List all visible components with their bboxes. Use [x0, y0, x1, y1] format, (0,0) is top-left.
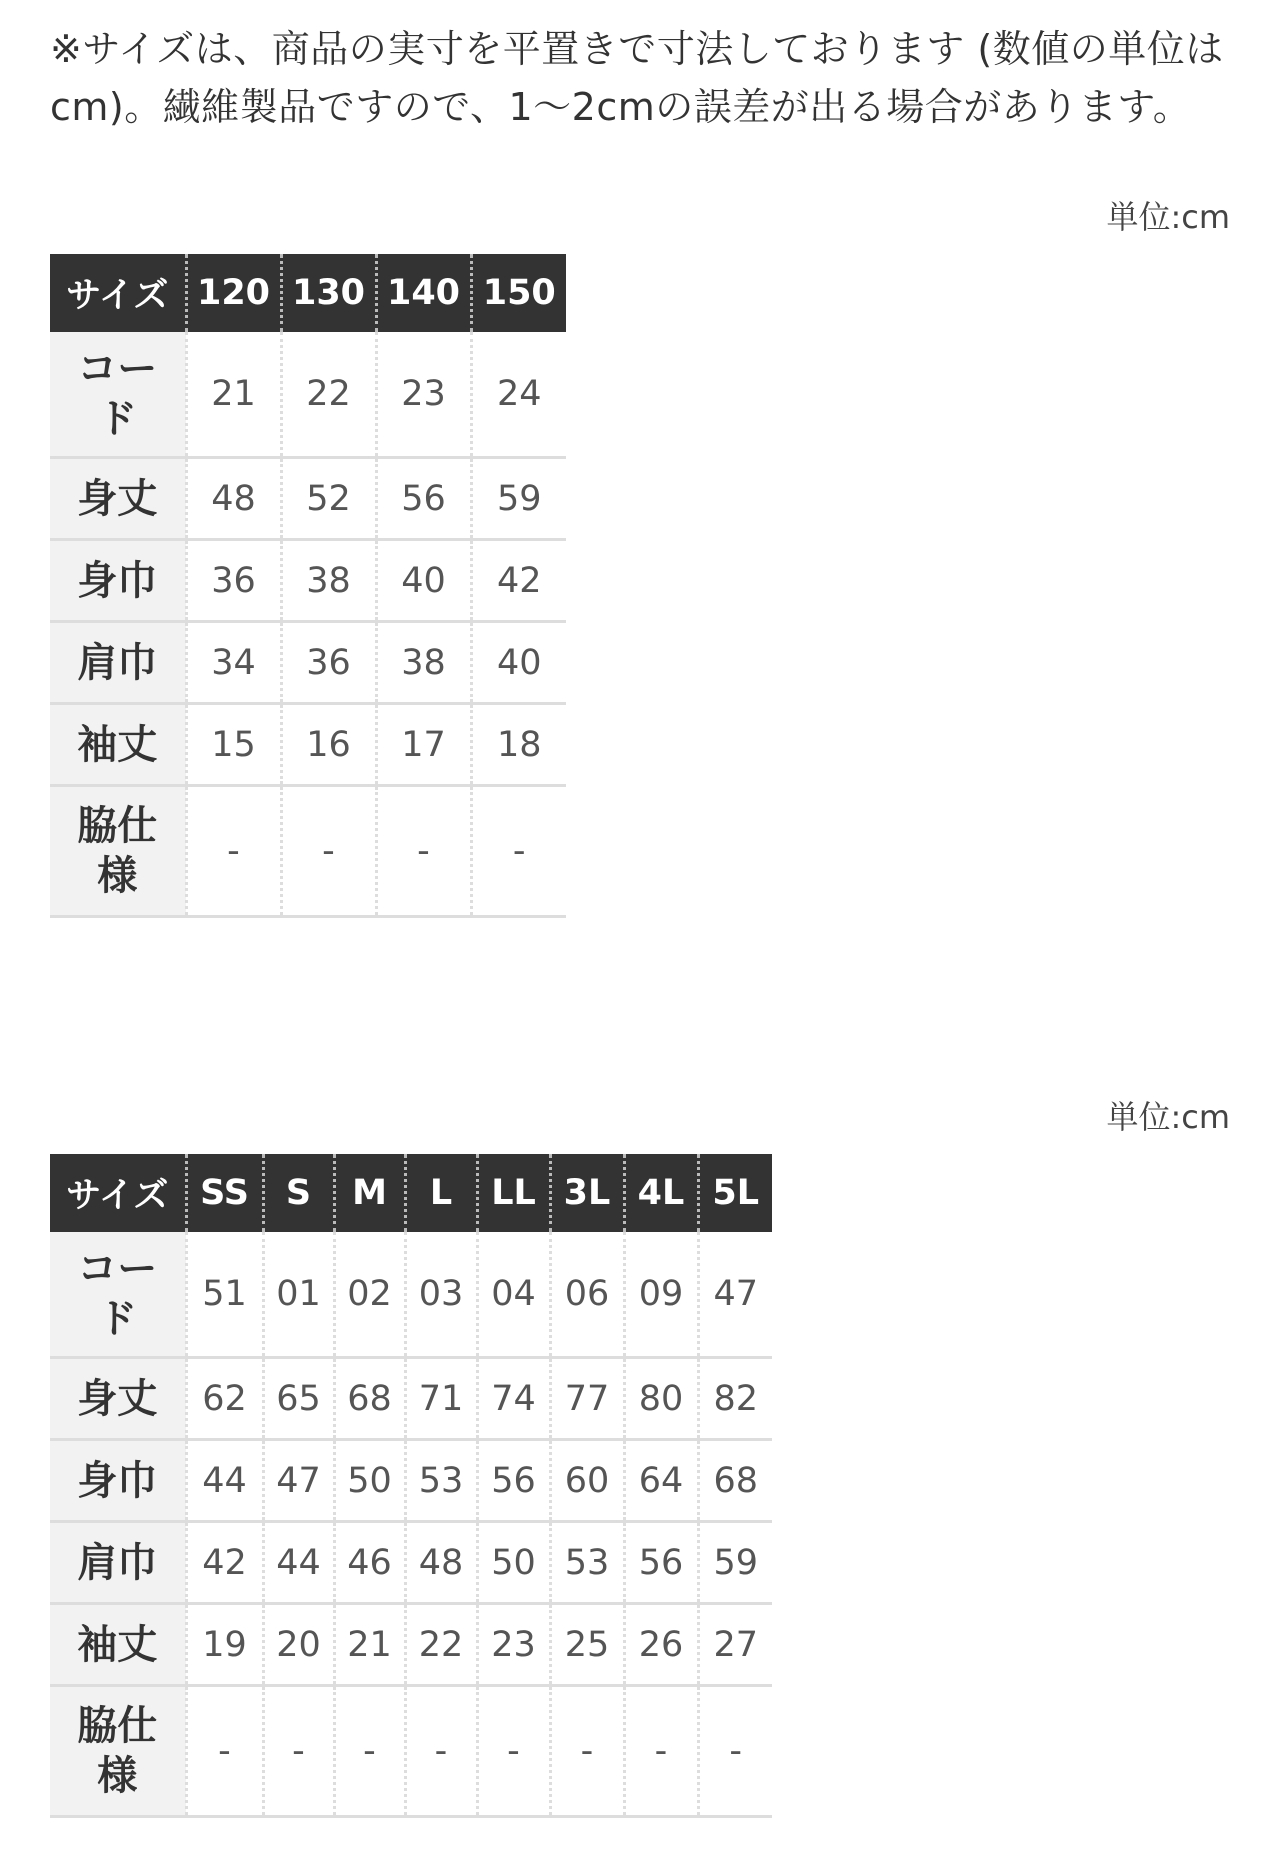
row-label: [50, 1440, 186, 1522]
table-cell: 71: [405, 1358, 477, 1440]
table-cell: 21: [186, 332, 281, 458]
table-row: [50, 458, 566, 540]
table-cell: 23: [477, 1604, 550, 1686]
table-cell: 03: [405, 1232, 477, 1358]
table-cell: -: [405, 1686, 477, 1817]
row-label-text: 身巾: [77, 1457, 158, 1504]
table-row: [50, 332, 566, 458]
row-label: [50, 458, 186, 540]
table-cell: 64: [624, 1440, 698, 1522]
table-cell: 38: [376, 622, 471, 704]
adult-size-table: [50, 1154, 772, 1818]
table-cell: 56: [376, 458, 471, 540]
table-cell: 59: [698, 1522, 772, 1604]
table-cell: 40: [376, 540, 471, 622]
table-cell: 16: [281, 704, 376, 786]
table-cell: 40: [471, 622, 566, 704]
table-cell: -: [186, 1686, 263, 1817]
size-header: 140: [376, 254, 471, 332]
table-row: [50, 786, 566, 917]
header-label: サイズ: [50, 1154, 186, 1232]
table-row: [50, 540, 566, 622]
table-cell: -: [376, 786, 471, 917]
row-label-text: 脇仕様: [77, 1703, 158, 1799]
table-cell: 44: [263, 1522, 334, 1604]
table-cell: 04: [477, 1232, 550, 1358]
table-cell: 50: [334, 1440, 405, 1522]
row-label: [50, 1604, 186, 1686]
size-header: SS: [186, 1154, 263, 1232]
size-header: 3L: [550, 1154, 624, 1232]
table-row: [50, 1358, 772, 1440]
table-cell: 48: [186, 458, 281, 540]
table-row: [50, 622, 566, 704]
table-cell: -: [477, 1686, 550, 1817]
table-cell: 53: [550, 1522, 624, 1604]
table-cell: 02: [334, 1232, 405, 1358]
table-cell: -: [186, 786, 281, 917]
table-cell: 38: [281, 540, 376, 622]
row-label: [50, 704, 186, 786]
row-label-text: 身丈: [77, 475, 158, 522]
row-label: [50, 540, 186, 622]
table-row: [50, 1232, 772, 1358]
size-header: M: [334, 1154, 405, 1232]
table-cell: 01: [263, 1232, 334, 1358]
table-cell: 68: [334, 1358, 405, 1440]
size-header: S: [263, 1154, 334, 1232]
table-cell: 26: [624, 1604, 698, 1686]
row-label-text: 袖丈: [77, 1621, 158, 1668]
table-cell: 56: [624, 1522, 698, 1604]
table-row: [50, 1604, 772, 1686]
header-label: サイズ: [50, 254, 186, 332]
size-header: 130: [281, 254, 376, 332]
size-header: L: [405, 1154, 477, 1232]
row-label: [50, 1232, 186, 1358]
table-cell: -: [471, 786, 566, 917]
table-cell: 80: [624, 1358, 698, 1440]
table-cell: 21: [334, 1604, 405, 1686]
row-label: [50, 1686, 186, 1817]
row-label-text: 袖丈: [77, 721, 158, 768]
table-cell: -: [281, 786, 376, 917]
size-header: 4L: [624, 1154, 698, 1232]
table-cell: 20: [263, 1604, 334, 1686]
table-cell: 23: [376, 332, 471, 458]
table-cell: 59: [471, 458, 566, 540]
size-header: 5L: [698, 1154, 772, 1232]
table-cell: 15: [186, 704, 281, 786]
table-cell: 25: [550, 1604, 624, 1686]
table-cell: 42: [471, 540, 566, 622]
table-header-row: [50, 254, 566, 332]
table-cell: 52: [281, 458, 376, 540]
kids-size-table: [50, 254, 566, 918]
table-cell: 09: [624, 1232, 698, 1358]
row-label: [50, 1358, 186, 1440]
table-cell: 50: [477, 1522, 550, 1604]
table-cell: 82: [698, 1358, 772, 1440]
table-cell: 47: [698, 1232, 772, 1358]
table-cell: 17: [376, 704, 471, 786]
row-label-text: 身丈: [77, 1375, 158, 1422]
table-cell: 19: [186, 1604, 263, 1686]
table-cell: 36: [186, 540, 281, 622]
table-cell: 06: [550, 1232, 624, 1358]
table-cell: 22: [281, 332, 376, 458]
table-cell: 53: [405, 1440, 477, 1522]
row-label: [50, 622, 186, 704]
table-cell: 42: [186, 1522, 263, 1604]
unit-label-adult: 単位:cm: [1106, 1098, 1230, 1136]
table-row: [50, 1522, 772, 1604]
row-label: [50, 1522, 186, 1604]
table-cell: 47: [263, 1440, 334, 1522]
row-label: [50, 786, 186, 917]
row-label-text: コード: [77, 346, 158, 442]
table-cell: 22: [405, 1604, 477, 1686]
table-cell: 24: [471, 332, 566, 458]
size-header: LL: [477, 1154, 550, 1232]
table-cell: 77: [550, 1358, 624, 1440]
table-cell: -: [698, 1686, 772, 1817]
table-cell: 68: [698, 1440, 772, 1522]
size-note: ※サイズは、商品の実寸を平置きで寸法しております (数値の単位はcm)。繊維製品ですので、1〜2cmの誤差が出る場合があります。: [50, 27, 1224, 129]
table-cell: 62: [186, 1358, 263, 1440]
table-row: [50, 704, 566, 786]
table-cell: -: [263, 1686, 334, 1817]
table-cell: 51: [186, 1232, 263, 1358]
table-cell: 46: [334, 1522, 405, 1604]
size-header: 120: [186, 254, 281, 332]
unit-label-kids: 単位:cm: [1106, 198, 1230, 236]
row-label-text: コード: [77, 1246, 158, 1342]
table-cell: 27: [698, 1604, 772, 1686]
table-cell: 36: [281, 622, 376, 704]
table-row: [50, 1686, 772, 1817]
row-label-text: 肩巾: [77, 639, 158, 686]
row-label-text: 脇仕様: [77, 803, 158, 899]
table-header-row: [50, 1154, 772, 1232]
table-cell: 44: [186, 1440, 263, 1522]
table-cell: 60: [550, 1440, 624, 1522]
table-cell: -: [334, 1686, 405, 1817]
table-cell: -: [624, 1686, 698, 1817]
row-label-text: 身巾: [77, 557, 158, 604]
table-row: [50, 1440, 772, 1522]
table-cell: 18: [471, 704, 566, 786]
table-cell: 34: [186, 622, 281, 704]
table-cell: -: [550, 1686, 624, 1817]
table-cell: 56: [477, 1440, 550, 1522]
table-cell: 65: [263, 1358, 334, 1440]
row-label: [50, 332, 186, 458]
size-header: 150: [471, 254, 566, 332]
table-cell: 74: [477, 1358, 550, 1440]
row-label-text: 肩巾: [77, 1539, 158, 1586]
table-cell: 48: [405, 1522, 477, 1604]
